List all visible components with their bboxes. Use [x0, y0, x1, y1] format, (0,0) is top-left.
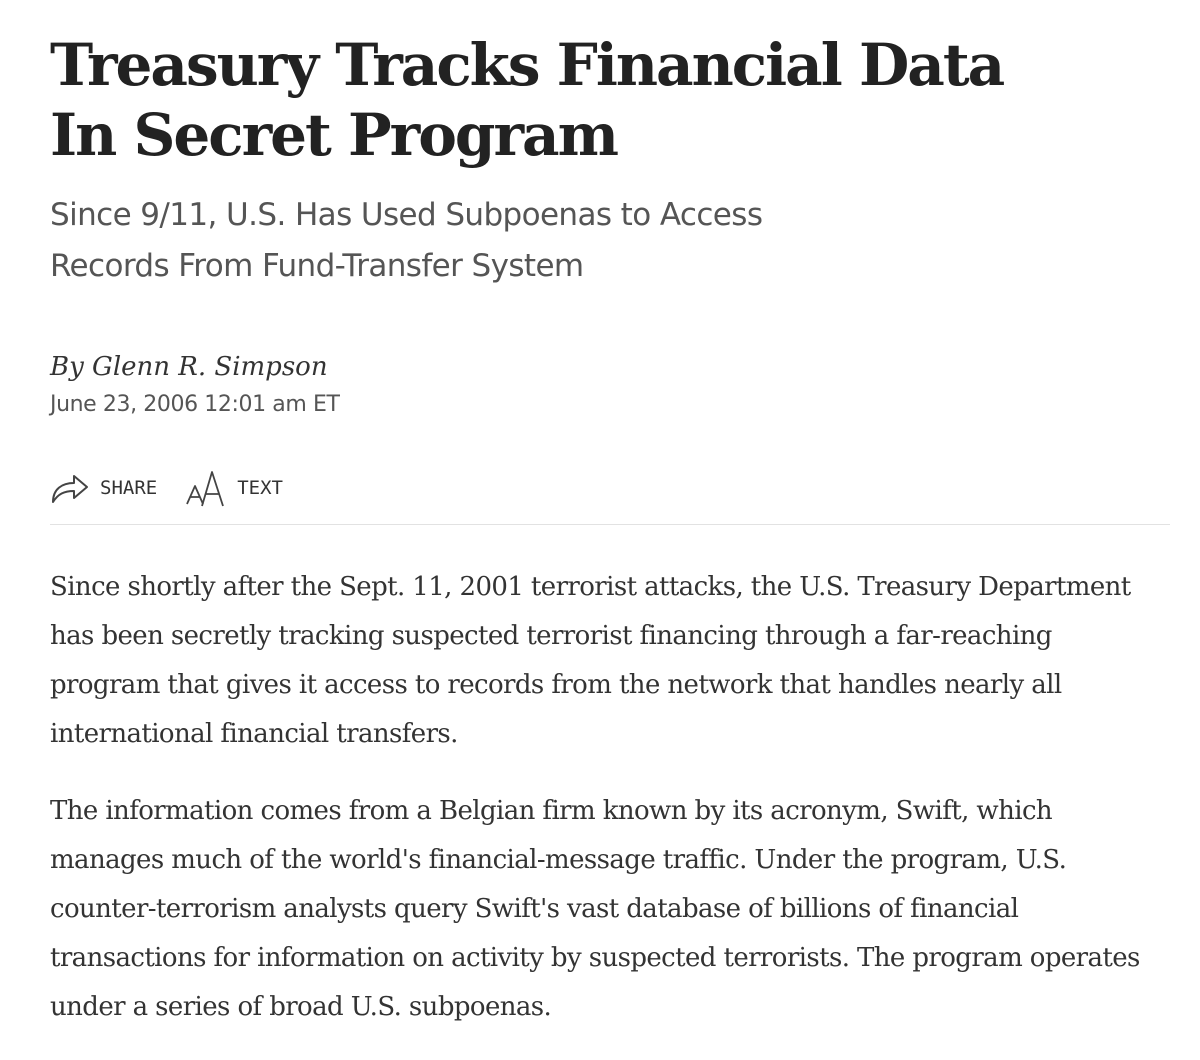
share-arrow-icon	[50, 471, 90, 505]
timestamp: June 23, 2006 12:01 am ET	[50, 392, 340, 417]
divider	[50, 524, 1170, 525]
article	[50, 30, 1170, 1060]
text-size-button[interactable]	[185, 468, 283, 508]
paragraph: Since shortly after the Sept. 11, 2001 terrorist attacks, the U.S. Treasury Department has been secretly tracking suspected terrorist financing through a far-reaching program that gives it access to records from the network that handles nearly all international financial transfers.	[50, 572, 1131, 749]
byline[interactable]: By Glenn R. Simpson	[50, 352, 328, 382]
share-button[interactable]	[50, 471, 157, 505]
text-size-icon	[185, 468, 227, 508]
paragraph: The information comes from a Belgian firm known by its acronym, Swift, which manages much of the world's financial-message traffic. Under the program, U.S. counter-terrorism analysts query Swift's vast database of billions of financial transactions for information on activity by suspected terrorists. The program operates under a series of broad U.S. subpoenas.	[50, 796, 1140, 1022]
text-label: TEXT	[237, 477, 283, 499]
headline: Treasury Tracks Financial Data In Secret Program	[50, 31, 1004, 169]
article-toolbar	[50, 468, 1170, 508]
article-body	[50, 563, 1170, 1032]
subheadline: Since 9/11, U.S. Has Used Subpoenas to Access Records From Fund-Transfer System	[50, 197, 763, 284]
share-label: SHARE	[100, 477, 158, 499]
